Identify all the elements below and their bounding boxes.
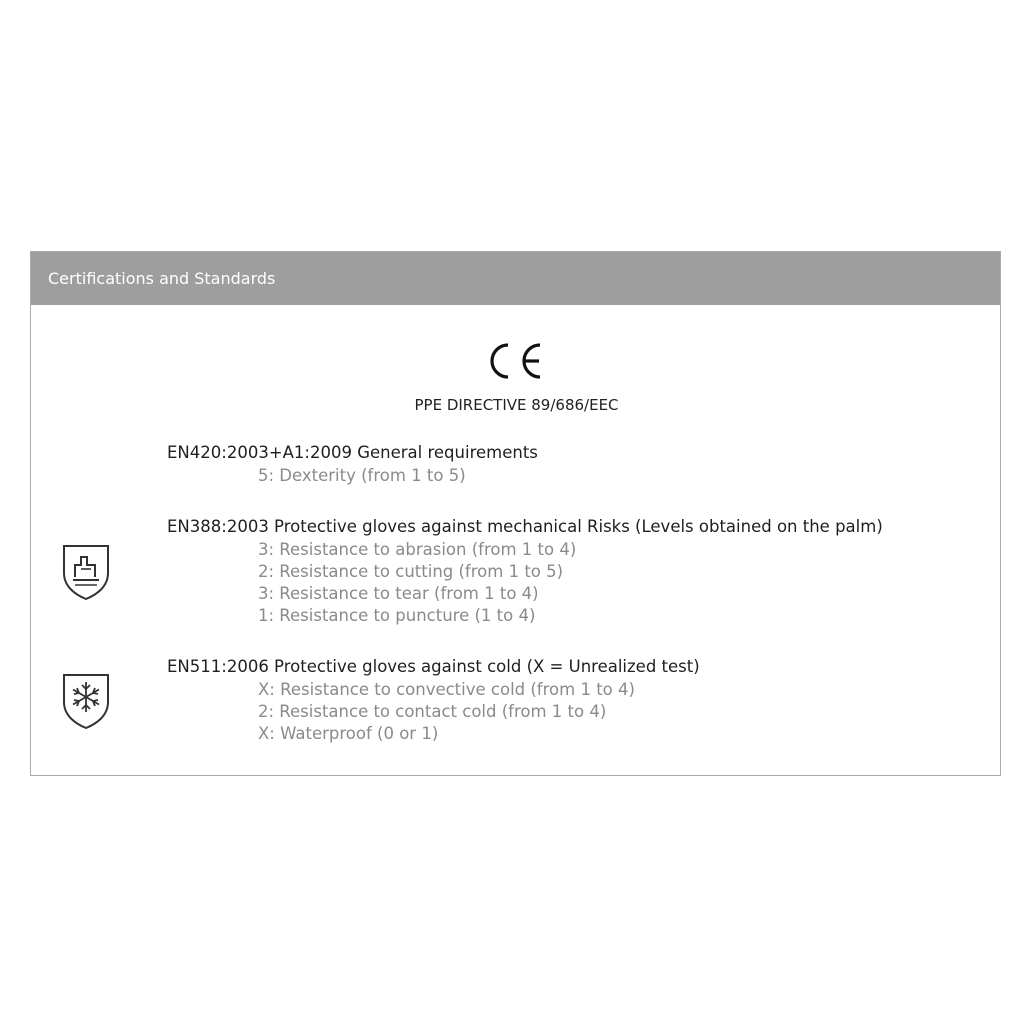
mechanical-risk-shield-icon (61, 543, 111, 601)
en388-item-puncture: 1: Resistance to puncture (1 to 4) (258, 606, 536, 625)
en511-item-waterproof: X: Waterproof (0 or 1) (258, 724, 439, 743)
en511-title: EN511:2006 Protective gloves against cold (X = Unrealized test) (167, 657, 700, 676)
en420-item-dexterity: 5: Dexterity (from 1 to 5) (258, 466, 466, 485)
certifications-panel (30, 251, 1001, 776)
ppe-directive-label: PPE DIRECTIVE 89/686/EEC (414, 396, 619, 414)
en388-item-tear: 3: Resistance to tear (from 1 to 4) (258, 584, 539, 603)
panel-header: Certifications and Standards (31, 252, 1000, 305)
en511-item-contact: 2: Resistance to contact cold (from 1 to 4) (258, 702, 607, 721)
en388-title: EN388:2003 Protective gloves against mechanical Risks (Levels obtained on the palm) (167, 517, 883, 536)
ce-mark-icon (487, 341, 547, 381)
en511-item-convective: X: Resistance to convective cold (from 1 to 4) (258, 680, 635, 699)
en420-title: EN420:2003+A1:2009 General requirements (167, 443, 538, 462)
cold-protection-shield-icon (61, 672, 111, 730)
en388-item-abrasion: 3: Resistance to abrasion (from 1 to 4) (258, 540, 577, 559)
en388-item-cutting: 2: Resistance to cutting (from 1 to 5) (258, 562, 564, 581)
